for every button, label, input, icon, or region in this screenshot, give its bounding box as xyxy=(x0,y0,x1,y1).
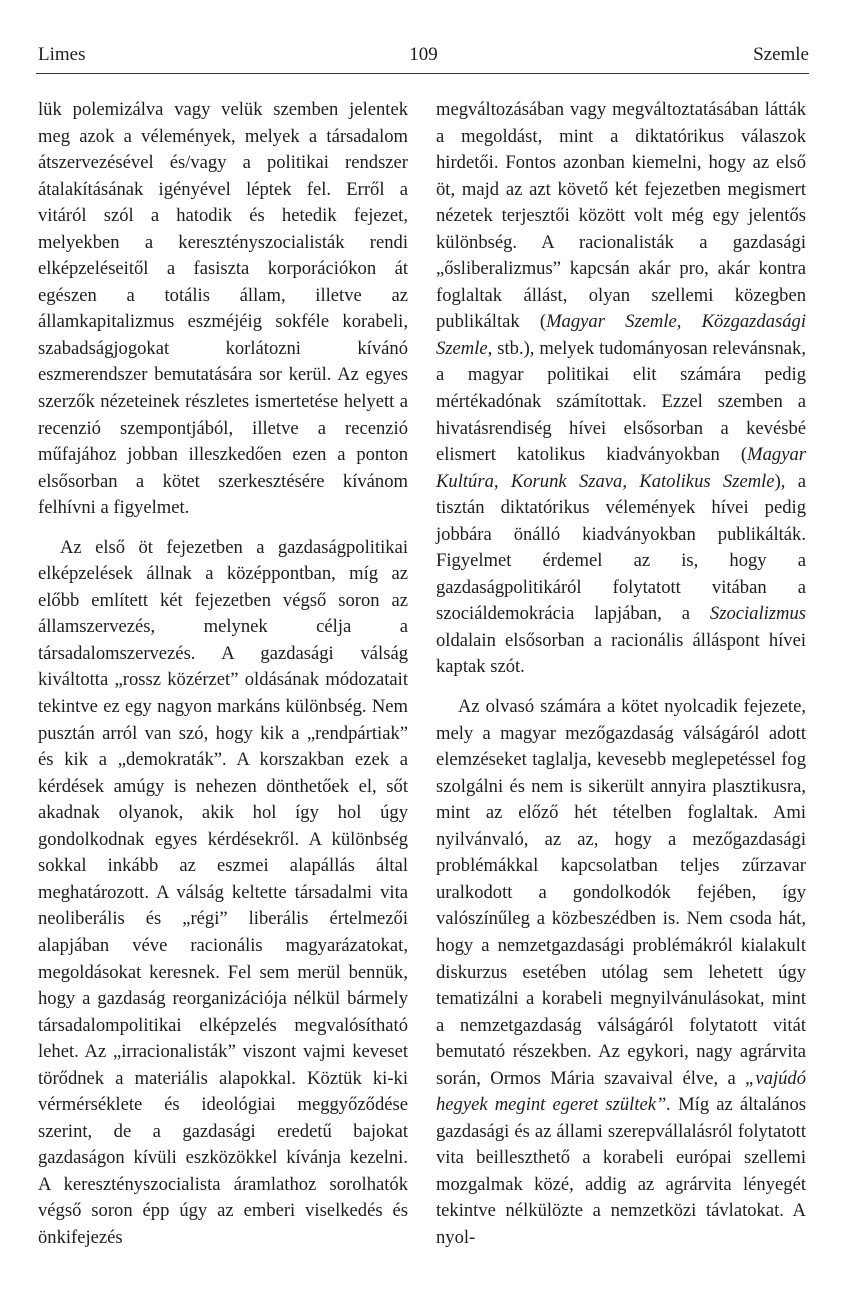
left-column xyxy=(38,97,408,1252)
paragraph xyxy=(38,535,408,1252)
paragraph xyxy=(436,694,806,1251)
running-header xyxy=(38,44,809,76)
paragraph-text: lük polemizálva vagy velük szemben jelentek meg azok a vélemények, melyek a társadalom átszervezésével és/vagy a politikai rendszer átalakításának igényével léptek fel. Erről a vitáról szól a hatodik és hetedik fejezet, melyekben a keresztényszocialisták rendi elképzeléseitől a fasiszta korporációkon át egészen a totális állam, illetve az államkapitalizmus eszméjéig sokféle korabeli, szabadságjogokat korlátozni kívánó eszmerendszer bemutatására sor kerül. Az egyes szerzők nézeteinek részletes ismertetése helyett a recenzió szempontjából, illetve a recenzió műfajához jobban illeszkedően ezen a ponton elsősorban a kötet szerkesztésére kívánom felhívni a figyelmet. xyxy=(38,99,408,519)
journal-names: Magyar Szemle, Közgazdasági Szemle, xyxy=(436,311,806,359)
journal-title: Limes xyxy=(38,44,86,65)
journal-name: Szocializmus xyxy=(709,603,806,625)
right-column xyxy=(436,97,806,1252)
page-number: 109 xyxy=(409,44,438,65)
header-rule xyxy=(36,73,809,74)
paragraph-text: oldalain elsősorban a racionális álláspont hívei kaptak szót. xyxy=(436,629,806,678)
paragraph-text: Az első öt fejezetben a gazdaságpolitikai elképzelések állnak a középpontban, míg az előbb említett két fejezetben végső soron az államszervezés, melynek célja a társadalomszervezés. A gazdasági válság kiváltotta „rossz közérzet” oldásának módozatait tekintve ez egy nagyon markáns különbség. Nem pusztán arról van szó, hogy kik a „rendpártiak” és kik a „demokraták”. A korszakban ezek a kérdések amúgy is nehezen dönthetőek el, sőt akadnak olyanok, akik hol így hol úgy gondolkodnak egyes kérdésekről. A különbség sokkal inkább az eszmei alapállás által meghatározott. A válság keltette társadalmi vita neoliberális és „régi” liberális értelmezői alapjában véve racionális magyarázatokat, megoldásokat keresnek. Fel sem merül bennük, hogy a gazdaság reorganizációja nélkül bármely társadalompolitikai elképzelés megvalósítható lehet. Az „irracionalisták” viszont vajmi keveset törődnek a materiális alapokkal. Köztük ki-ki vérmérséklete és ideológiai meggyőződése szerint, de a gazdasági eredetű bajokat gazdaságon kívüli eszközökkel kívánja kezelni. A keresztényszocialista áramlathoz sorolhatók végső soron épp úgy az emberi viselkedés és önkifejezés xyxy=(38,536,408,1248)
paragraph-text: Míg az általános gazdasági és az állami szerepvállalásról folytatott vita beilleszthető a korabeli európai szellemi mozgalmak közé, addig az agrárvita lényegét tekintve nélkülözte a nemzetközi távlatokat. A nyol- xyxy=(436,1094,806,1248)
paragraph-text: ), a tisztán diktatórikus vélemények hívei pedig jobbára önálló kiadványokban publikálták. Figyelmet érdemel az is, hogy a gazdaságpolitikáról folytatott vitában a szociáldemokrácia lapjában, a xyxy=(436,470,806,625)
paragraph-text: megváltozásában vagy megváltoztatásában látták a megoldást, mint a diktatórikus válaszok hirdetői. Fontos azonban kiemelni, hogy az első öt, majd az azt követő két fejezetben megismert nézetek terjesztői között volt még egy jelentős különbség. A racionalisták a gazdasági „ősliberalizmus” kapcsán akár pro, akár kontra foglaltak állást, olyan szellemi közegben publikáltak ( xyxy=(436,99,806,333)
paragraph-text: Az olvasó számára a kötet nyolcadik fejezete, mely a magyar mezőgazdaság válságáról adott elemzéseket taglalja, kevesebb meglepetéssel fog szolgálni és nem is sikerült annyira plasztikusra, mint az előző hét tételben foglaltak. Ami nyilvánvaló, az az, hogy a mezőgazdasági problémákkal kapcsolatban teljes zűrzavar uralkodott a gondolkodók fejében, így valószínűleg a közbeszédben is. Nem csoda hát, hogy a nemzetgazdasági problémákról kialakult diskurzus esetében utólag sem lehetett úgy tematizálni a korabeli megnyilvánulásokat, mint a nemzetgazdaság válságáról folytatott vitát bemutató részekben. Az egykori, nagy agrárvita során, Ormos Mária szavaival élve, a xyxy=(436,696,806,1089)
journal-names: Magyar Kultúra, Korunk Szava, Katolikus Szemle xyxy=(436,444,806,492)
section-title: Szemle xyxy=(753,44,809,65)
quotation: „vajúdó hegyek megint egeret szültek”. xyxy=(436,1067,806,1116)
paragraph xyxy=(38,97,408,522)
paragraph xyxy=(436,97,806,681)
paragraph-text: stb.), melyek tudományosan relevánsnak, a magyar politikai elit számára pedig mértékadónak számítottak. Ezzel szemben a hivatásrendiség hívei elsősorban a kevésbé elismert katolikus kiadványokban ( xyxy=(436,337,806,466)
